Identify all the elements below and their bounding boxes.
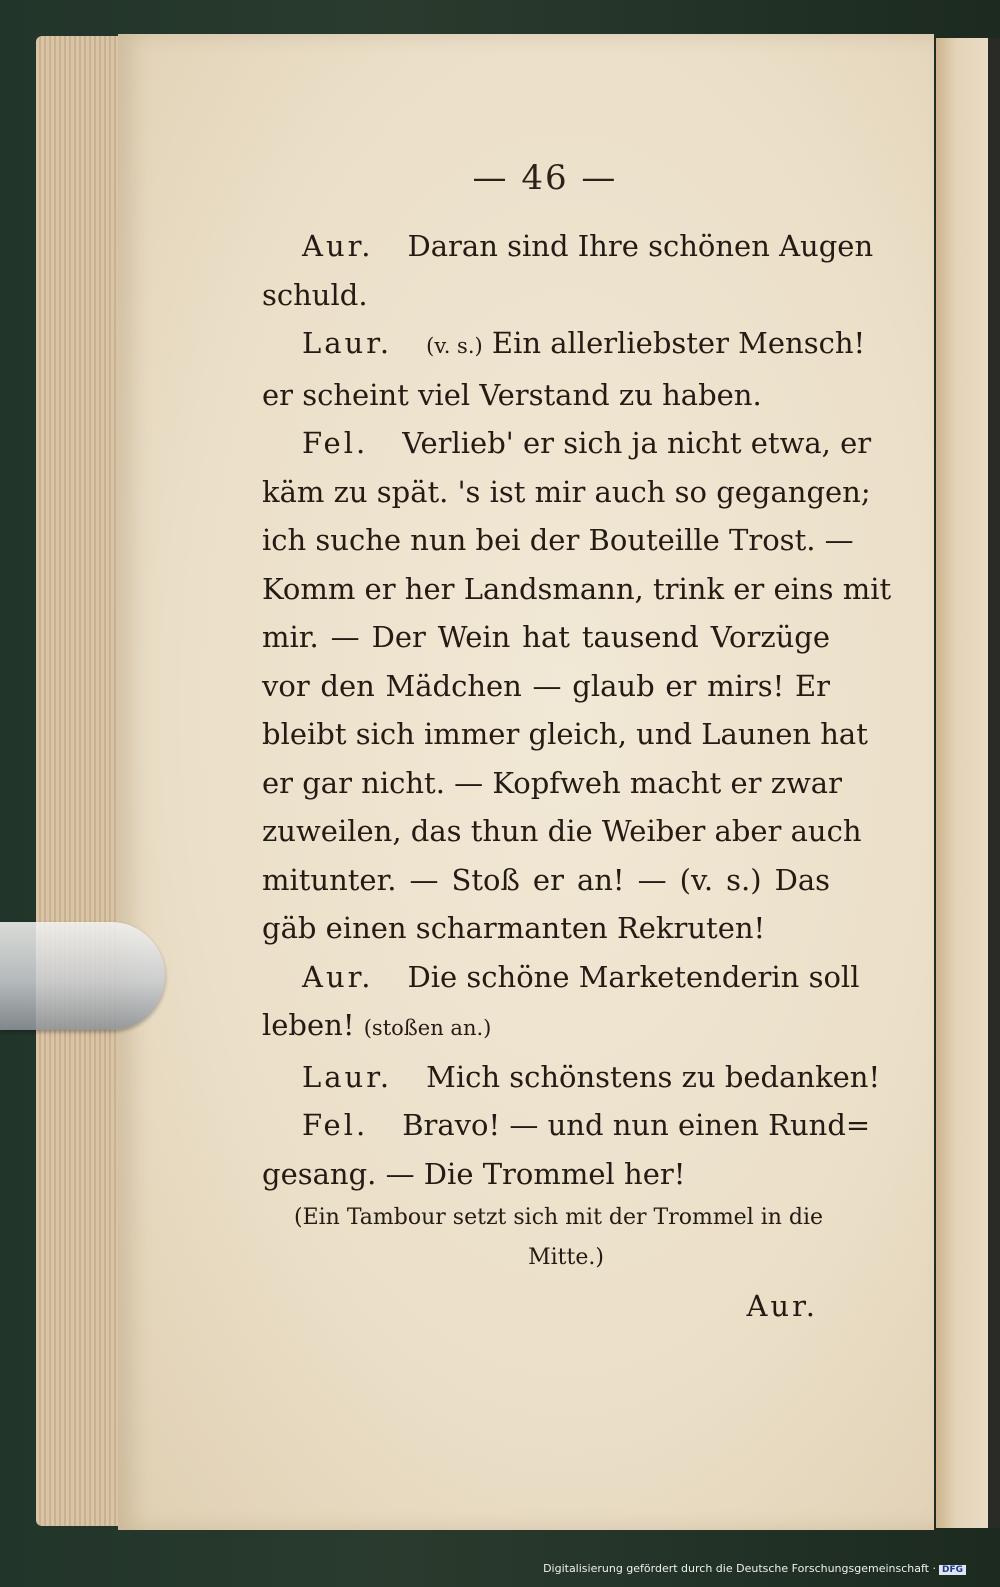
text-line bbox=[262, 613, 830, 662]
line-text: käm zu spät. 's ist mir auch so gegangen; bbox=[262, 474, 871, 509]
text-line bbox=[262, 1150, 830, 1199]
stage-direction-line-1: (Ein Tambour setzt sich mit der Trommel in die bbox=[294, 1205, 824, 1230]
text-line bbox=[262, 1101, 871, 1150]
line-text: Verlieb' er sich ja nicht etwa, er bbox=[402, 426, 872, 460]
line-text: Mich schönstens zu bedanken! bbox=[426, 1059, 881, 1094]
book-edge-shadow bbox=[988, 38, 1000, 1528]
line-text: mitunter. — Stoß er an! — (v. s.) Das bbox=[262, 862, 830, 897]
digitization-credit bbox=[543, 1562, 966, 1575]
line-text: ich suche nun bei der Bouteille Trost. — bbox=[262, 523, 854, 557]
text-line bbox=[262, 468, 871, 517]
text-line bbox=[262, 222, 874, 271]
text-line bbox=[262, 565, 892, 614]
page-text bbox=[262, 222, 892, 1331]
catchword: Aur. bbox=[746, 1289, 818, 1323]
line-text: Die schöne Marketenderin soll bbox=[407, 959, 860, 994]
line-text: er gar nicht. — Kopfweh macht er zwar bbox=[262, 765, 842, 800]
text-line bbox=[262, 371, 830, 420]
line-text: er scheint viel Verstand zu haben. bbox=[262, 377, 762, 412]
speaker-name: Laur. bbox=[302, 326, 393, 360]
inline-stage-direction: (v. s.) bbox=[426, 334, 483, 358]
facing-page-edge bbox=[936, 38, 988, 1528]
text-line bbox=[262, 904, 830, 953]
speaker-name: Fel. bbox=[302, 426, 369, 460]
page-holder-clip bbox=[0, 922, 165, 1030]
dfg-logo: DFG bbox=[939, 1565, 966, 1575]
text-line bbox=[262, 419, 872, 468]
inline-stage-direction: (stoßen an.) bbox=[363, 1016, 492, 1040]
text-line bbox=[262, 271, 830, 320]
line-text: Komm er her Landsmann, trink er eins mit bbox=[262, 571, 892, 606]
text-line bbox=[262, 710, 868, 759]
text-line bbox=[262, 1001, 830, 1053]
text-line bbox=[262, 662, 830, 711]
line-text: Bravo! — und nun einen Rund= bbox=[402, 1108, 871, 1142]
text-line bbox=[262, 516, 854, 565]
line-text: Daran sind Ihre schönen Augen bbox=[407, 229, 874, 263]
line-text: zuweilen, das thun die Weiber aber auch bbox=[262, 814, 862, 848]
text-line bbox=[262, 807, 862, 856]
line-text: Ein allerliebster Mensch! bbox=[491, 326, 866, 360]
line-text: gesang. — Die Trommel her! bbox=[262, 1156, 686, 1191]
text-line bbox=[262, 319, 866, 371]
speaker-name: Laur. bbox=[302, 1059, 393, 1094]
text-line bbox=[262, 759, 842, 808]
text-lines bbox=[262, 222, 892, 1198]
line-text: mir. — Der Wein hat tausend Vorzüge bbox=[262, 620, 830, 654]
speaker-name: Aur. bbox=[302, 959, 374, 994]
text-line bbox=[262, 1053, 881, 1102]
speaker-name: Fel. bbox=[302, 1108, 369, 1142]
line-text: vor den Mädchen — glaub er mirs! Er bbox=[262, 668, 830, 703]
line-text: gäb einen scharmanten Rekruten! bbox=[262, 911, 766, 945]
line-text: schuld. bbox=[262, 277, 368, 312]
line-text: leben! bbox=[262, 1008, 355, 1042]
credit-text: Digitalisierung gefördert durch die Deutsche Forschungsgemeinschaft · bbox=[543, 1562, 936, 1575]
speaker-name: Aur. bbox=[302, 229, 374, 263]
text-line bbox=[262, 953, 860, 1002]
page-number: — 46 — bbox=[472, 158, 618, 198]
stage-direction-line-2: Mitte.) bbox=[528, 1245, 604, 1270]
line-text: bleibt sich immer gleich, und Launen hat bbox=[262, 717, 868, 751]
text-line bbox=[262, 856, 830, 905]
